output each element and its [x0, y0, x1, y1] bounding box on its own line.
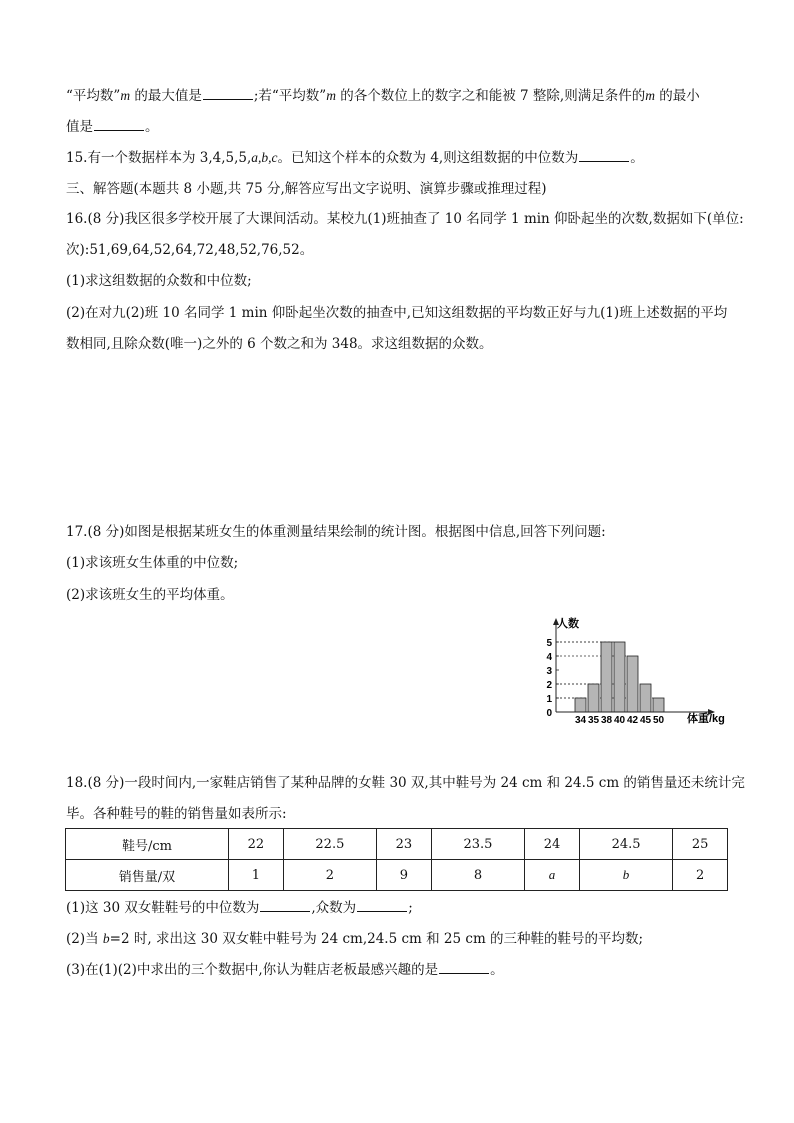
answer-blank[interactable]	[260, 898, 310, 912]
q18-line2: 毕。各种鞋号的鞋的销售量如表所示:	[66, 806, 287, 822]
q17-part2: (2)求该班女生的平均体重。	[66, 587, 234, 603]
x-tick-label: 45	[639, 715, 652, 726]
table-cell: a	[525, 860, 580, 891]
table-cell: 2	[673, 860, 728, 891]
weight-bar-chart	[535, 612, 735, 732]
bar	[614, 642, 625, 712]
q16-part2-line2: 数相同,且除众数(唯一)之外的 6 个数之和为 348。求这组数据的众数。	[66, 336, 493, 352]
q18-part2: (2)当 b=2 时, 求出这 30 双女鞋中鞋号为 24 cm,24.5 cm 和 25 cm 的三种鞋的鞋号的平均数;	[66, 931, 644, 947]
q18-line1: 18.(8 分)一段时间内,一家鞋店销售了某种品牌的女鞋 30 双,其中鞋号为 24 cm 和 24.5 cm 的销售量还未统计完	[66, 775, 745, 791]
q18-part1: (1)这 30 双女鞋鞋号的中位数为 ,众数为 ;	[66, 900, 413, 916]
var-m: m	[326, 88, 336, 103]
var-m: m	[120, 88, 131, 103]
q14-line1: “平均数”m 的最大值是 ;若“平均数”m 的各个数位上的数字之和能被 7 整除,则满足条件的m 的最小	[66, 88, 700, 104]
bar	[653, 698, 664, 712]
vars-abc: a,b,c	[251, 150, 278, 165]
table-cell: 23.5	[431, 829, 524, 860]
q17-line1: 17.(8 分)如图是根据某班女生的体重测量结果绘制的统计图。根据图中信息,回答下列问题:	[66, 524, 606, 540]
table-cell: 24	[525, 829, 580, 860]
x-tick-label: 38	[600, 715, 613, 726]
table-cell: 2	[283, 860, 376, 891]
q16-part2-line1: (2)在对九(2)班 10 名同学 1 min 仰卧起坐次数的抽查中,已知这组数据的平均数正好与九(1)班上述数据的平均	[66, 305, 728, 321]
q14-line2: 值是 。	[66, 119, 159, 135]
q17-part1: (1)求该班女生体重的中位数;	[66, 555, 239, 571]
x-tick-label: 50	[652, 715, 665, 726]
y-tick-label: 4	[546, 652, 552, 663]
answer-blank[interactable]	[203, 86, 253, 100]
x-axis-label: 体重/kg	[687, 713, 725, 725]
x-tick-label: 42	[626, 715, 639, 726]
answer-blank[interactable]	[439, 960, 489, 974]
table-cell: 22	[229, 829, 284, 860]
table-header-cell: 销售量/双	[66, 860, 229, 891]
shoe-sales-table	[65, 828, 728, 891]
x-tick-label: 35	[587, 715, 600, 726]
table-cell: 24.5	[579, 829, 672, 860]
section-heading: 三、解答题(本题共 8 小题,共 75 分,解答应写出文字说明、演算步骤或推理过程)	[66, 181, 547, 197]
table-row	[66, 829, 728, 860]
table-cell: 23	[377, 829, 432, 860]
var-b: b	[102, 931, 110, 946]
y-tick-label: 0	[546, 708, 552, 719]
bar	[640, 684, 651, 712]
y-tick-label: 5	[546, 638, 552, 649]
bar	[601, 642, 612, 712]
x-tick-label: 34	[574, 715, 587, 726]
bar	[575, 698, 586, 712]
y-tick-label: 1	[546, 694, 552, 705]
table-cell: 25	[673, 829, 728, 860]
bar	[588, 684, 599, 712]
table-cell: b	[579, 860, 672, 891]
table-cell: 22.5	[283, 829, 376, 860]
q16-line1: 16.(8 分)我区很多学校开展了大课间活动。某校九(1)班抽查了 10 名同学 1 min 仰卧起坐的次数,数据如下(单位:	[66, 211, 744, 227]
q16-line2: 次):51,69,64,52,64,72,48,52,76,52。	[66, 242, 314, 258]
x-tick-label: 40	[613, 715, 626, 726]
answer-blank[interactable]	[94, 117, 144, 131]
table-cell: 1	[229, 860, 284, 891]
answer-blank[interactable]	[579, 148, 629, 162]
y-tick-label: 3	[546, 666, 552, 677]
table-row	[66, 860, 728, 891]
y-axis-label: 人数	[557, 618, 579, 630]
var-m: m	[645, 88, 655, 103]
q18-part3: (3)在(1)(2)中求出的三个数据中,你认为鞋店老板最感兴趣的是 。	[66, 962, 504, 978]
question-15: 15.有一个数据样本为 3,4,5,5,a,b,c。已知这个样本的众数为 4,则这组数据的中位数为 。	[66, 150, 644, 166]
table-cell: 8	[431, 860, 524, 891]
answer-blank[interactable]	[357, 898, 407, 912]
bar	[627, 656, 638, 712]
table-header-cell: 鞋号/cm	[66, 829, 229, 860]
q16-part1: (1)求这组数据的众数和中位数;	[66, 273, 252, 289]
y-tick-label: 2	[546, 680, 552, 691]
table-cell: 9	[377, 860, 432, 891]
